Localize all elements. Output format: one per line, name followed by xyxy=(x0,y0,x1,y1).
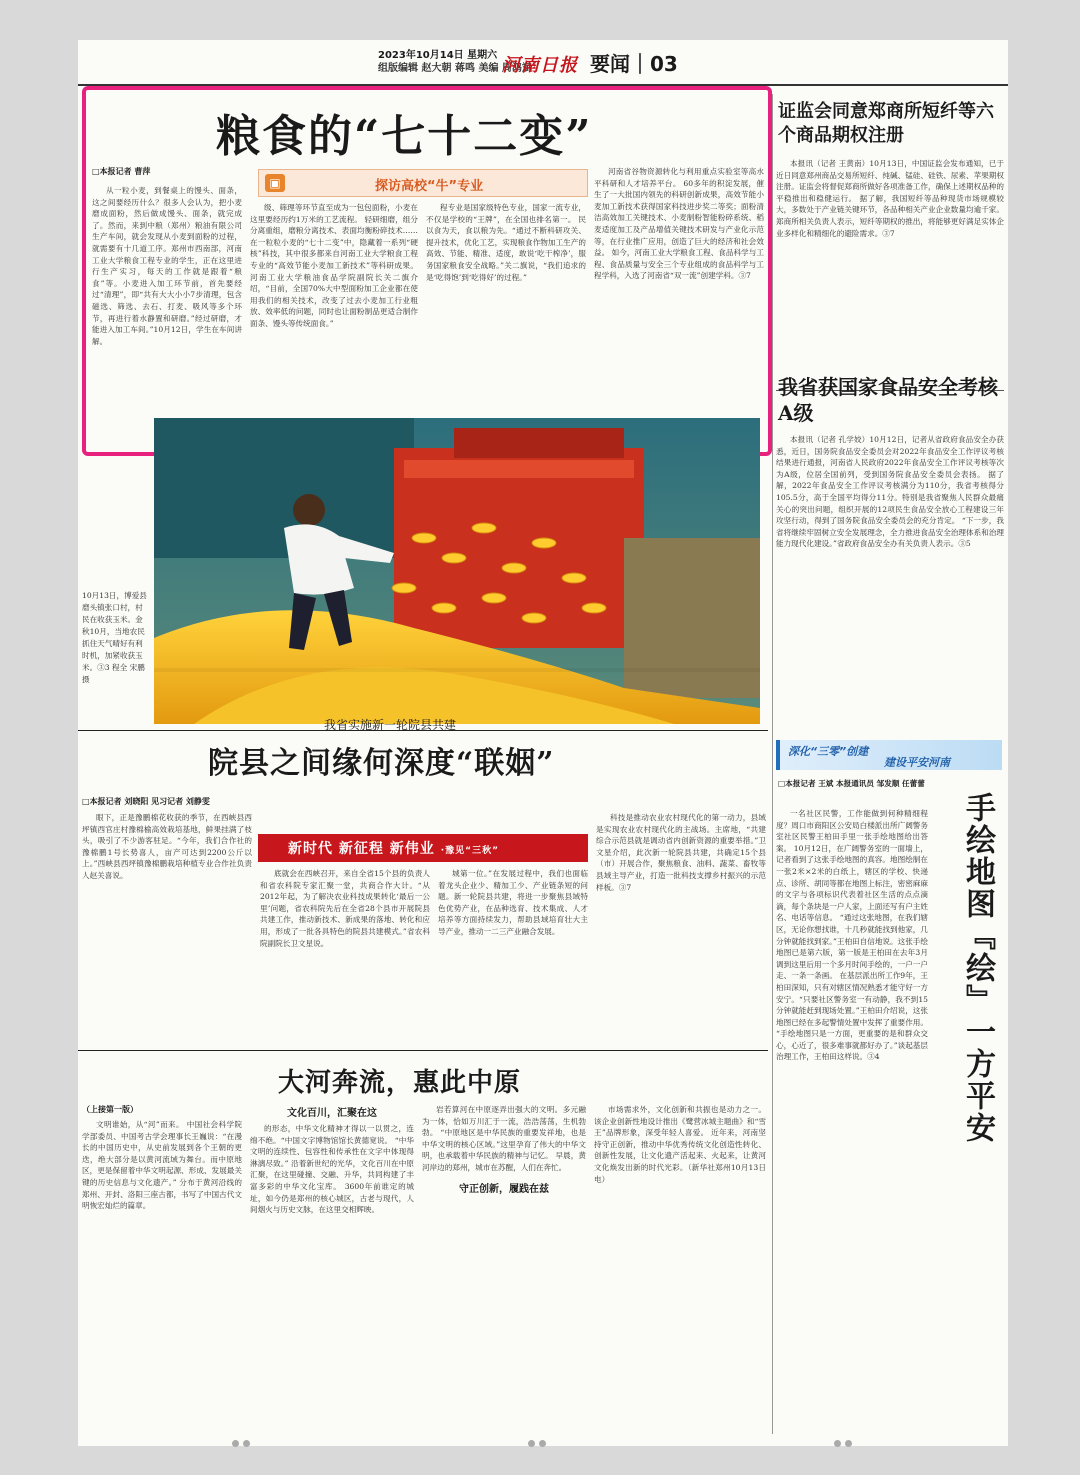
banner-text-a: 深化“三零”创建 xyxy=(788,745,869,758)
food-safety-headline: 我省获国家食品安全考核A级 xyxy=(778,375,998,425)
food-safety-text: 本报讯（记者 孔学姣）10月12日，记者从省政府食品安全办获悉，近日，国务院食品安全委员会对2022年食品安全工作评议考核结果进行通报，河南省人民政府2022年食品安全工作评议考核等次为A级，位居全国前列，受到国务院食品安全委员会表扬。 据了解，2022年食品安全工作评议考核满分为110分，我省考核得分105.5分，高于全国平均得分11分。特别是我省聚焦人民群众最痛关心的突出问题，组织开展的12项民生食品安全放心工程建设三年攻坚行动，得到了国务院食品安全委员会的充分肯定。 “下一步，我省将继续牢固树立安全发展理念，全力推进食品安全治理体系和治理能力现代化建设。”省政府食品安全办有关负责人表示。③5 xyxy=(776,435,1004,549)
photo-caption: 10月13日，博爱县磨头镇张口村，村民在收获玉米。金秋10月，当地农民抓住天气晴好有利时机，加紧收获玉米。③3 程全 宋鹏 摄 xyxy=(82,591,147,684)
grain-text-3: 程专业是国家级特色专业，国家一流专业，不仅是学校的“王牌”，在全国也排名第一。 民以食为天，食以粮为先。“通过不断科研攻关、提升技术，优化工艺，实现粮食作物加工生产的高效、节能、精准、适度，敢说‘吃干榨净’，服务国家粮食安全战略。”关二旗说，“我们追求的是‘吃得饱’到‘吃得好’的过程。” xyxy=(426,203,586,282)
grain-text-1: 从一粒小麦，到餐桌上的馒头、面条，这之间要经历什么？很多人会认为，把小麦磨成面粉，然后做成馒头、面条，就完成了。然而，来到中粮（郑州）粮油有限公司生产车间，就会发现从小麦到面粉的过程，就需要有十几道工序。郑州市西南部，河南工业大学粮食工程专业的学生，正在这里进行生产实习，每天的工作就是跟着“粮食”等。小麦进入加工环节前，首先要经过“清理”，即“共有大大小小7步清理，包含磁选、筛选、去石、打麦、吸风等多个环节，再进行着水静置和研磨。”经过研磨，才能进入加工车间。”10月12日，学生在车间讲解。 xyxy=(92,186,242,346)
county-column-2 xyxy=(260,868,430,1044)
grain-tag-label: 探访高校“牛”专业 xyxy=(375,179,484,194)
grain-article-box xyxy=(82,86,772,456)
grain-column-4 xyxy=(594,166,764,451)
grain-headline: 粮食的“七十二变” xyxy=(216,111,593,162)
county-column-4 xyxy=(596,812,766,1044)
river-subhead-1: （上接第一版） xyxy=(82,1105,138,1114)
map-vertical-headline: 手绘地图『绘』一方平安 xyxy=(960,792,995,1144)
safety-campaign-banner xyxy=(776,740,1002,770)
river-headline: 大河奔流，惠此中原 xyxy=(278,1068,522,1098)
river-text-4: 市场需求外，文化创新和共振也是动力之一。该企业创新性地设计推出《鹭营冰城主题曲》和“雪王”品牌形象，深受年轻人喜爱。 近年来，河南坚持守正创新，推动中华优秀传统文化创造性转化、创新性发展，让文化遗产活起来、火起来，让黄河文化焕发出新的时代光彩。（新华社郑州10月13日电） xyxy=(594,1105,766,1184)
river-column-2 xyxy=(250,1104,414,1444)
county-banner-text: 新时代 新征程 新伟业 ·豫见“三秋” xyxy=(288,841,499,857)
map-article xyxy=(776,808,928,1428)
county-headline: 院县之间缘何深度“联姻” xyxy=(208,746,555,781)
grain-byline: □本报记者 曹萍 xyxy=(92,167,151,176)
book-icon: ▣ xyxy=(265,174,285,192)
pager-dots-left[interactable] xyxy=(232,1432,272,1444)
masthead xyxy=(78,40,1008,86)
river-text-3: 岩若算河在中原逐弄出强大的文明。多元融为一体，恰如万川汇于一流，浩浩荡荡，生机勃勃。 “中原地区是中华民族的重要发祥地，也是中华文明的核心区域。”这里孕育了伟大的中华文明，也承载着中华民族的精神与记忆。 早晨，黄河岸边的郑州，城市在苏醒，人们在奔忙。 xyxy=(422,1105,586,1172)
county-text-4: 科技是推动农业农村现代化的第一动力，县域是实现农业农村现代化的主战场。主席地，“共建综合示范县就是调动省内创新资源的重要举措。”卫文星介绍，此次新一轮院县共建，共确定15个县（市）开展合作，聚焦粮食、油料、蔬菜、畜牧等县域主导产业，打造一批科技支撑乡村振兴的示范样板。③7 xyxy=(596,813,766,892)
banner-text-b: 建设平安河南 xyxy=(884,756,950,769)
river-text-1: 文明谁始，从“河”而来。 中国社会科学院学部委员、中国考古学会理事长王巍说：“在漫长的中国历史中，从史前发展到各个王朝的更迭，绝大部分是以黄河流域为舞台。而中原地区，更是保留着中华文明起源、形成、发展最关键的历史信息与文化遗产。” 分布于黄河沿线的郑州、开封、洛阳三座古都，书写了中国古代文明恢宏灿烂的篇章。 xyxy=(82,1120,242,1211)
futures-headline: 证监会同意郑商所短纤等六个商品期权注册 xyxy=(778,101,994,146)
pager-dots-right[interactable] xyxy=(834,1432,874,1444)
grain-text-4: 河南省谷物资源转化与利用重点实验室等高水平科研和人才培养平台。 60多年的积淀发展，催生了一大批国内领先的科研创新成果，高效节能小麦加工新技术获得国家科技进步奖二等奖；面粉清洁高效加工关键技术、小麦制粉智能粉碎系统、稻麦适度加工及产品增值关键技术研发与产业化示范等，在行业推广应用，创造了巨大的经济和社会效益。 如今，河南工业大学粮食工程、食品科学与工程、食品质量与安全三个专业组成的食品科学与工程学科，入选了河南省“双一流”创建学科。③7 xyxy=(594,167,764,281)
editor-credits: 组版编辑 赵大朝 蒋鸣 美编 周鸿斌 xyxy=(378,63,532,74)
river-text-2: 的形态，中华文化精神才得以一以贯之，连绵不绝。“中国文字博物馆馆长黄德宽说。 “中华文明的连续性、包容性和传承性在文字中体现得淋漓尽致。” 沿着新世纪的光华，文化百川在中原汇聚，在这里碰撞、交融、升华，共同构建了丰富多彩的中华文化宝库。 3600年前谁定的城址，如今仍是郑州的核心城区，古老与现代，人间烟火与历史文脉，在这里交相辉映。 xyxy=(250,1124,414,1215)
futures-article xyxy=(776,158,1004,383)
grain-tag-bar xyxy=(258,169,588,197)
newspaper-page xyxy=(78,40,1008,1446)
river-column-3 xyxy=(422,1104,586,1444)
county-text-2: 底就会在西峡召开，来自全省15个县的负责人和省农科院专家汇聚一堂，共商合作大计。“从2012年起，为了解决农业科技成果转化‘最后一公里’问题，省农科院先后在全省28个县市开展院县共建工作，推动新技术、新成果的落地、转化和应用，形成了一批各具特色的院县共建模式。”省农科院副院长卫文星说。 xyxy=(260,869,430,948)
county-column-1 xyxy=(82,812,252,1042)
map-text: 一名社区民警，工作能做到何种精细程度？周口市商阳区公安局白楼派出所广阔警务室社区民警王柏田手里一张手绘地图给出答案。 10月12日，在广阔警务室的一面墙上，记者看到了这张手绘地图的真容。地图绘制在一张2米×2米的白纸上，辖区的学校、快递点、诊所、胡同等都在地图上标注，密密麻麻的文字与各项标识代表着社区生活的点点滴滴，每个条块是一户人家，上面还写有户主姓名、电话等信息。 “通过这张地图，在我们辖区，无论你想找谁，十几秒就能找到他家，几分钟就能找到家。”王柏田自信地说。这张手绘地图已是第六版，第一版是王柏田在去年3月调到这里后用一个多月时间手绘的，一户一户走、一条一条画。 在基层派出所工作9年，王柏田深知，只有对辖区情况熟悉才能守好一方安宁。“只要社区警务室一有动静，我不到15分钟就能赶到现场处置。”王柏田介绍说，这张地图已经在多起警情处置中发挥了重要作用。 “手绘地图只是一方面，更重要的是和群众交心，心近了，很多难事就都好办了。”谈起基层治理工作，王柏田这样说。③4 xyxy=(776,809,928,1062)
grain-column-2 xyxy=(250,202,418,452)
right-column-rule xyxy=(772,94,773,1434)
county-text-3: 城第一位。”在发展过程中，我们也面临着龙头企业少、精加工少、产业链条短的问题。新一轮院县共建，将进一步聚焦县域特色优势产业，在品种选育、技术集成、人才培养等方面持续发力，帮助县域培育壮大主导产业，推动一二三产业融合发展。 xyxy=(438,869,588,936)
river-subhead-3: 守正创新，履践在兹 xyxy=(459,1183,549,1195)
corn-harvest-illustration xyxy=(154,418,760,724)
river-column-4 xyxy=(594,1104,766,1444)
county-red-banner xyxy=(258,834,588,862)
river-subhead-2: 文化百川，汇聚在这 xyxy=(287,1108,377,1119)
county-text-1: 眼下，正是豫鹏棉花收获的季节，在西峡县西坪镇西官庄村豫棉榆高效栽培基地，鲜果挂满了枝头，吸引了不少游客驻足。“今年，我们合作社的豫棉鹏1号长势喜人，亩产可达到2200公斤以上。”西峡县西坪镇豫棉鹏栽培种植专业合作社负责人赵关喜说。 xyxy=(82,813,252,880)
divider-above-river xyxy=(78,1050,768,1051)
futures-text: 本报讯（记者 王黄南）10月13日，中国证监会发布通知，已于近日同意郑州商品交易所短纤、纯碱、锰硅、硅铁、尿素、苹果期权注册。证监会将督促郑商所做好各项准备工作，确保上述期权品种的平稳推出和稳健运行。 据了解，我国短纤等品种现货市场规模较大，多数处于产业链关键环节，各品种相关产业企业数量均逾千家。郑商所相关负责人表示，短纤等期权的推出，将能够更好满足实体企业多样化和精细化的避险需求。③7 xyxy=(776,159,1004,238)
county-kicker: 我省实施新一轮院县共建 xyxy=(324,718,457,732)
grain-column-3 xyxy=(426,202,586,452)
county-byline: □本报记者 刘晓阳 见习记者 刘静雯 xyxy=(82,797,210,806)
paper-logo: 河南日报 xyxy=(502,55,578,76)
pager-dots-center[interactable] xyxy=(528,1432,568,1444)
corn-harvest-photo xyxy=(154,418,760,724)
river-column-1 xyxy=(82,1104,242,1444)
map-byline: □本报记者 王斌 本报通讯员 邹发顺 任蕾蕾 xyxy=(778,779,925,788)
section-title: 要闻｜03 xyxy=(590,52,678,76)
grain-column-1 xyxy=(92,166,242,451)
county-column-3 xyxy=(438,868,588,1044)
issue-date: 2023年10月14日 星期六 xyxy=(378,50,498,61)
grain-text-2: 级、筛理等环节直至成为一包包面粉，小麦在这里要经历约1万米的工艺流程。 轻研细磨，组分分离重组，磨粮分离技术、表面均衡粉碎技术……在一粒粒小麦的“七十二变”中，隐藏着一系列“硬核”科技，其中很多都来自河南工业大学粮食工程专业的“高效节能小麦加工新技术”等科研成果。 河南工业大学粮油食品学院副院长关二旗介绍，“目前，全国70%大中型面粉加工企业都在使用我们的相关技术，改变了过去小麦加工行业粗放、效率低的问题，同时也让面粉制品更适合制作面条、馒头等传统面食。” xyxy=(250,203,418,328)
food-safety-article xyxy=(776,434,1004,730)
